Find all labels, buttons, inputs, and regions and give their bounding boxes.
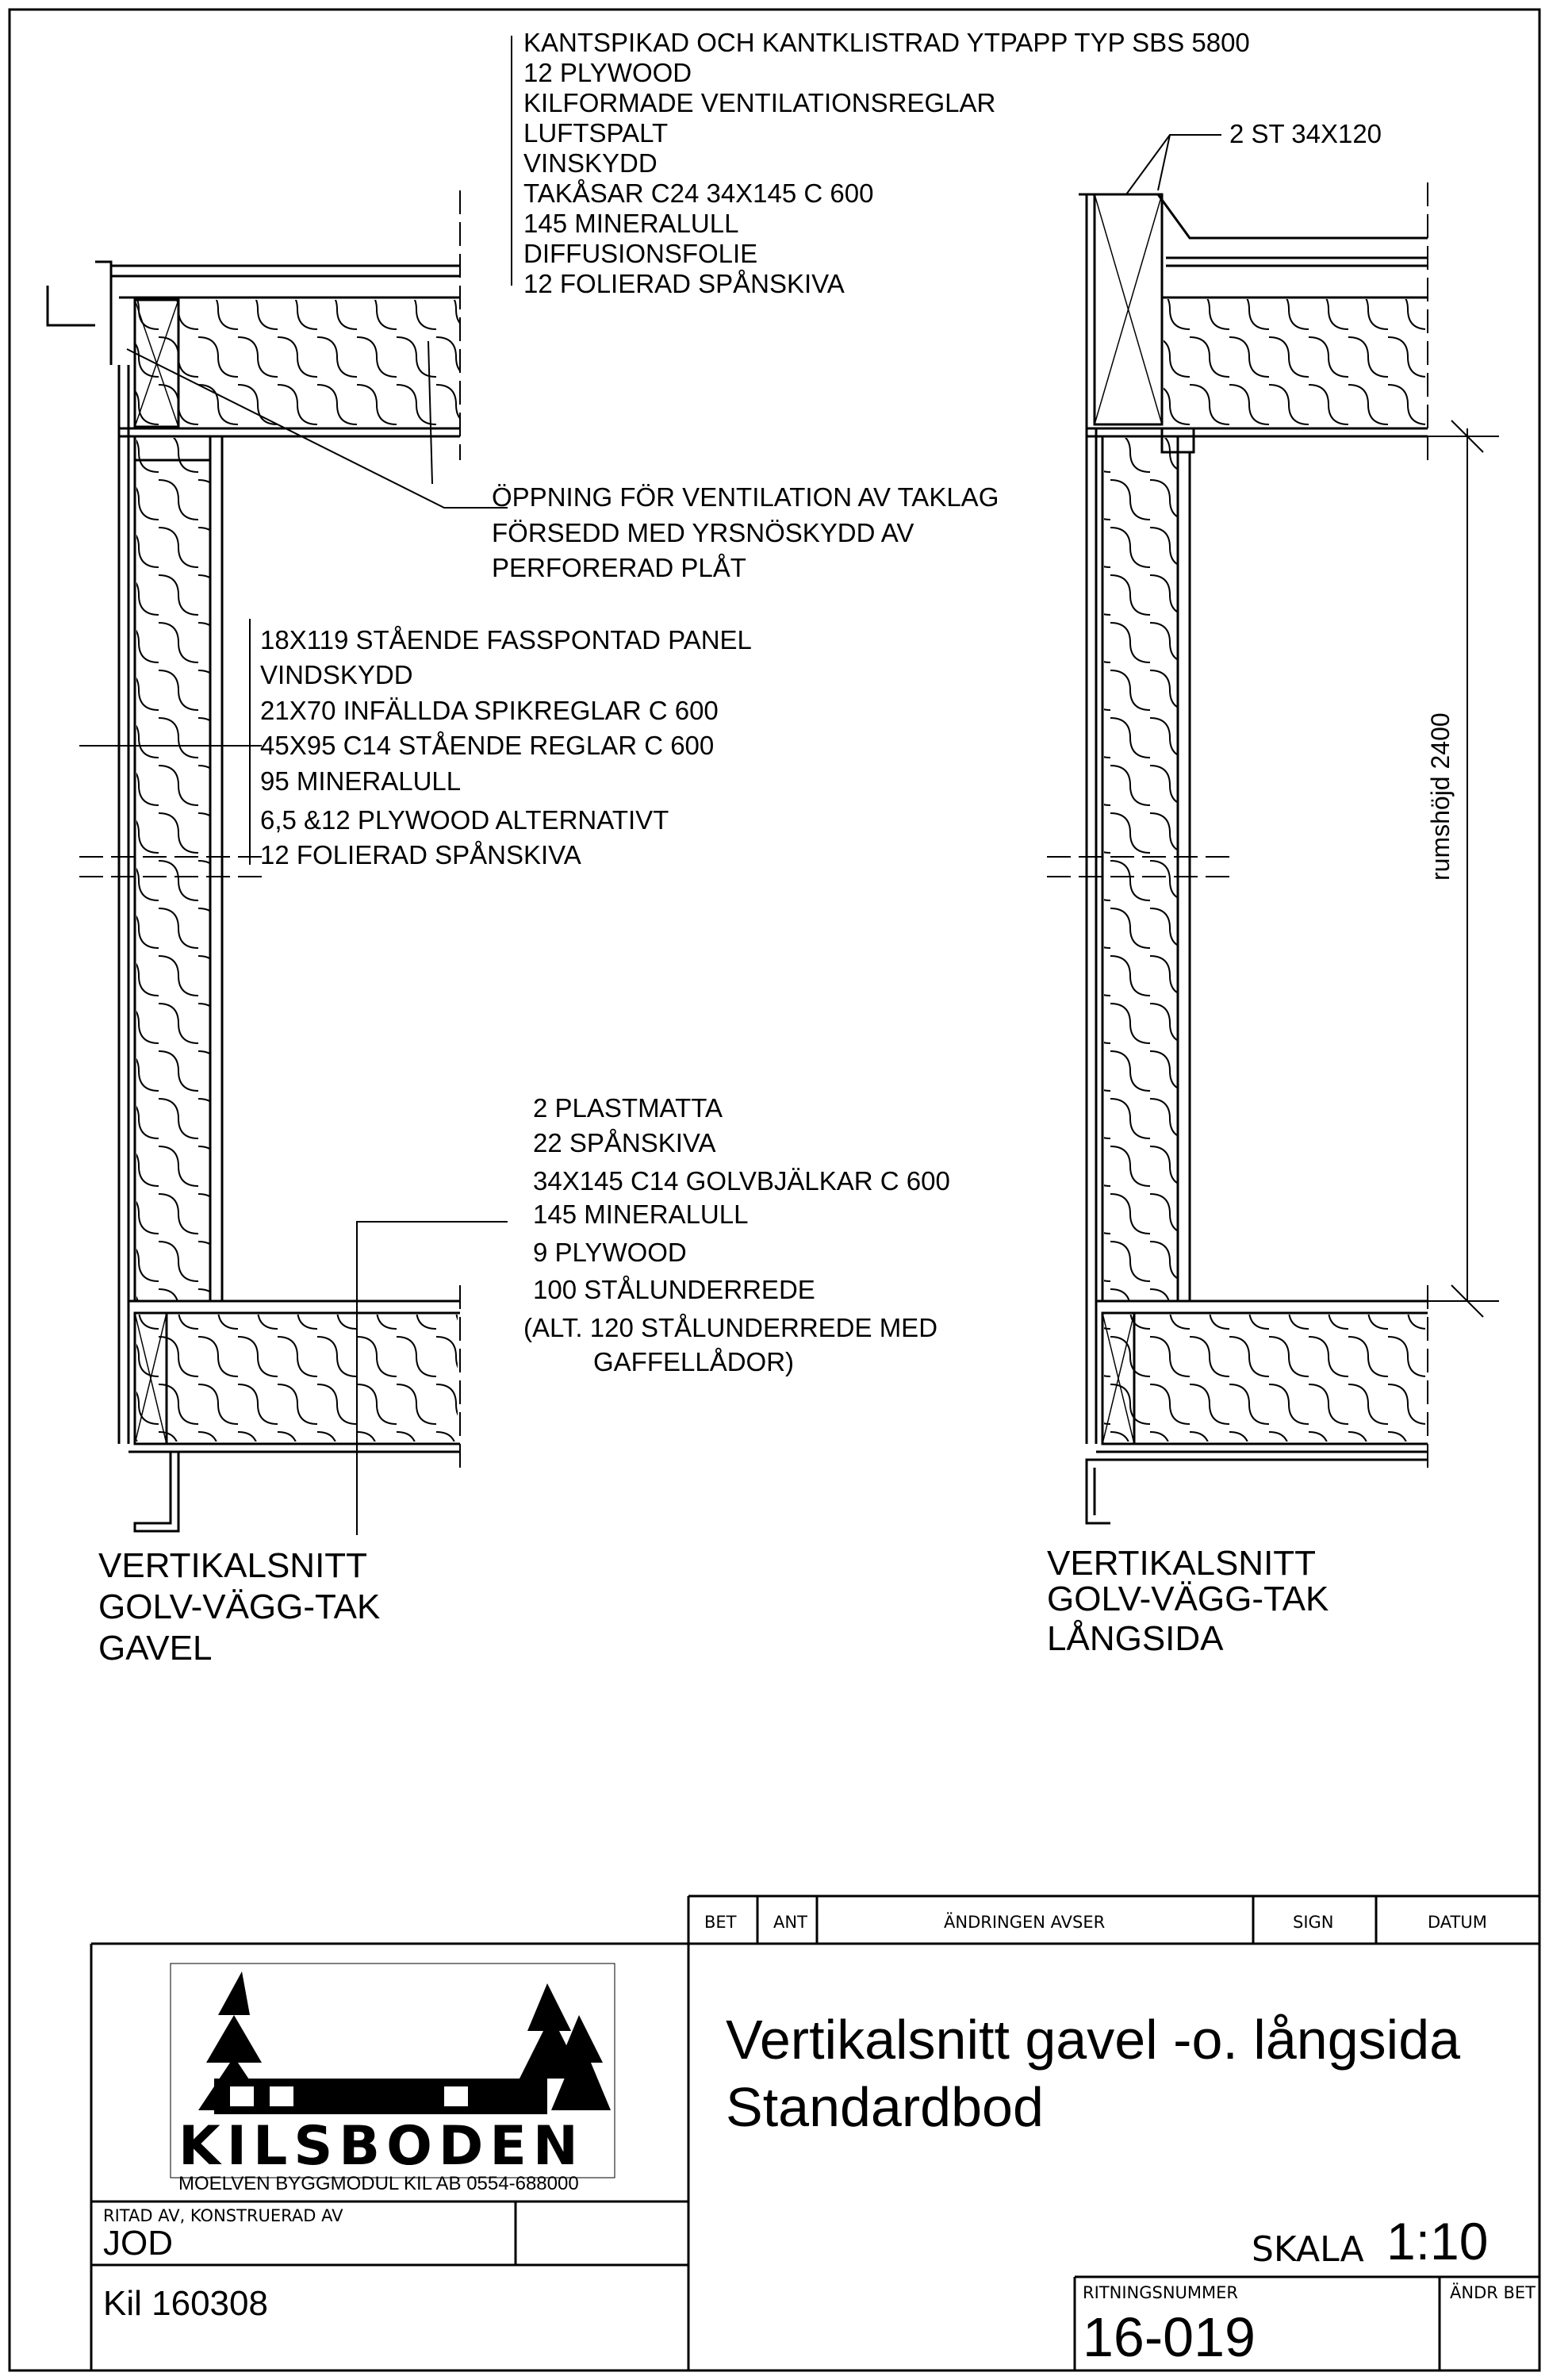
drawing-subtitle: Standardbod [726,2076,1044,2138]
wall-note: 45X95 C14 STÅENDE REGLAR C 600 [260,731,715,760]
wall-note: 95 MINERALULL [260,766,462,796]
rev-header-sign: SIGN [1293,1913,1334,1932]
drawing-number-label: RITNINGSNUMMER [1083,2283,1239,2302]
floor-note: 9 PLYWOOD [533,1238,687,1267]
roof-right-note: 2 ST 34X120 [1229,119,1382,148]
vent-note: PERFORERAD PLÅT [492,553,746,582]
logo-company: MOELVEN BYGGMODUL KIL AB 0554-688000 [178,2173,579,2194]
rev-header-bet: BET [704,1913,737,1932]
roof-note: VINSKYDD [523,148,658,178]
revision-label: ÄNDR BET [1450,2283,1536,2302]
vent-note: FÖRSEDD MED YRSNÖSKYDD AV [492,518,914,547]
rev-header-ant: ANT [773,1913,807,1932]
logo-name: KILSBODEN [178,2115,585,2178]
floor-note: 34X145 C14 GOLVBJÄLKAR C 600 [533,1166,950,1196]
kilsboden-logo [171,1964,615,2194]
scale-label: SKALA [1252,2229,1364,2270]
drawn-by-label: RITAD AV, KONSTRUERAD AV [103,2206,343,2225]
section-right-title: VERTIKALSNITT [1047,1544,1317,1583]
wall-note: 12 FOLIERAD SPÅNSKIVA [260,840,581,869]
floor-note: 145 MINERALULL [533,1200,749,1229]
floor-note: (ALT. 120 STÅLUNDERREDE MED [523,1313,938,1342]
place-date: Kil 160308 [103,2284,268,2323]
roof-note: DIFFUSIONSFOLIE [523,239,758,268]
wall-note: 21X70 INFÄLLDA SPIKREGLAR C 600 [260,696,719,725]
dimension-label: rumshöjd 2400 [1426,712,1455,881]
roof-note: LUFTSPALT [523,118,669,148]
floor-note: 2 PLASTMATTA [533,1093,723,1123]
roof-note: 145 MINERALULL [523,209,739,238]
wall-note: 18X119 STÅENDE FASSPONTAD PANEL [260,625,752,654]
rev-header-desc: ÄNDRINGEN AVSER [944,1913,1106,1932]
vent-note: ÖPPNING FÖR VENTILATION AV TAKLAG [492,482,999,512]
floor-note: 22 SPÅNSKIVA [533,1128,716,1157]
roof-note: 12 PLYWOOD [523,58,692,87]
drawing-title: Vertikalsnitt gavel -o. långsida [726,2009,1461,2071]
floor-note: GAFFELLÅDOR) [593,1347,795,1376]
drawn-by: JOD [103,2224,173,2263]
wall-note: 6,5 &12 PLYWOOD ALTERNATIVT [260,805,669,835]
drawing-number: 16-019 [1083,2306,1256,2368]
rev-header-date: DATUM [1428,1913,1487,1932]
wall-note: VINDSKYDD [260,660,413,689]
scale-value: 1:10 [1386,2212,1489,2271]
section-right-title: GOLV-VÄGG-TAK [1047,1580,1329,1618]
roof-note: 12 FOLIERAD SPÅNSKIVA [523,269,845,298]
floor-note: 100 STÅLUNDERREDE [533,1275,815,1304]
section-left-title: VERTIKALSNITT [98,1546,368,1585]
section-right-title: LÅNGSIDA [1047,1619,1224,1658]
roof-note: TAKÅSAR C24 34X145 C 600 [523,178,874,208]
section-left-title: GOLV-VÄGG-TAK [98,1587,381,1626]
section-left-title: GAVEL [98,1629,213,1668]
roof-note: KILFORMADE VENTILATIONSREGLAR [523,88,996,117]
roof-note: KANTSPIKAD OCH KANTKLISTRAD YTPAPP TYP SBS 5800 [523,28,1250,57]
